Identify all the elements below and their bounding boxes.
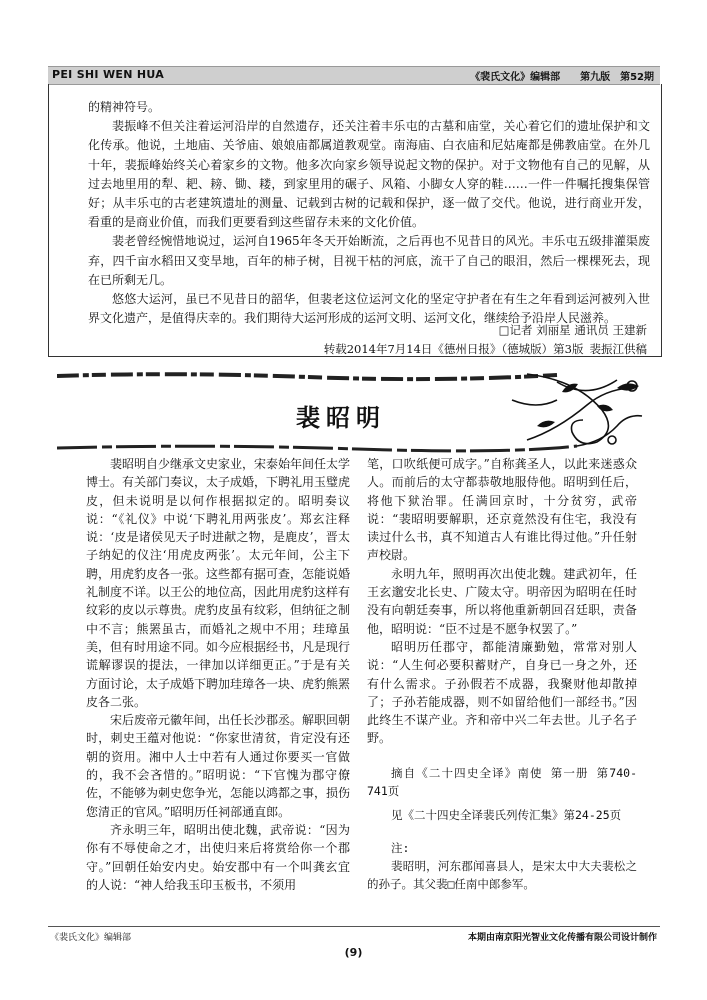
paragraph: 裴昭明自少继承文史家业，宋泰始年间任太学博士。有关部门奏议，太子成婚，下聘礼用玉璧虎皮，但未说明是以何作根据拟定的。昭明奏议说：“《礼仪》中说‘下聘礼用两张皮’。郑玄注释说：‘皮是诸侯见天子时进献之物，是鹿皮’，晋太子纳妃的仪注‘用虎皮两张’。太元年间，公主下聘，用虎豹皮各一张。这些都有据可查，怎能说婚礼制度不详。以王公的地位高，因此用虎豹这样有纹彩的皮以示尊贵。虎豹皮虽有纹彩，但纳征之制中不言；熊罴虽古，而婚礼之规中不用；珪璋虽美，但有时用途不同。如今应根据经书，凡是现行谎解谬误的提法，一律加以详细更正。”于是有关方面讨论，太子成婚下聘加珪璋各一块、虎豹熊罴皮各二张。 bbox=[86, 457, 351, 709]
header-title: PEI SHI WEN HUA bbox=[52, 68, 165, 81]
article-right-column bbox=[367, 455, 637, 894]
header-issue-info: 《裴氏文化》编辑部 第九版 第52期 bbox=[470, 72, 654, 83]
footer-rule bbox=[48, 926, 660, 927]
source-line: 转载2014年7月14日《德州日报》（德城版）第3版 bbox=[323, 342, 584, 356]
reference-line: 摘自《二十四史全译》南使 第一册 第740-741页 bbox=[367, 765, 637, 799]
provider-line: 裴振江供稿 bbox=[589, 342, 647, 356]
page-header bbox=[48, 66, 660, 85]
paragraph: 昭明历任郡守，都能清廉勤勉，常常对别人说：“人生何必要积蓄财产，自身已一身之外，还有什么需求。子孙假若不成器，我聚财他却散掉了；子孙若能成器，则不如留给他们一部经书。”因此终生不谋产业。齐和帝中兴二年去世。儿子名子野。 bbox=[367, 639, 637, 746]
note-label: 注: bbox=[391, 840, 410, 855]
paragraph: 裴振峰不但关注着运河沿岸的自然遗存，还关注着丰乐屯的古墓和庙堂，关心着它们的遗址保护和文化传承。他说，土地庙、关爷庙、娘娘庙都属道教观堂。南海庙、白衣庙和尼姑庵都是佛教庙堂。在外几十年，裴振峰始终关心着家乡的文物。他多次向家乡领导说起文物的保护。对于文物他有自己的见解，从过去地里用的犁、耙、耪、锄、耧，到家里用的碾子、风箱、小脚女人穿的鞋……一件一件嘱托搜集保管好；从丰乐屯的古老建筑遗址的测量、记载到古树的记载和保护，逐一做了交代。他说，进行商业开发，看重的是商业价值，而我们更要看到这些留存未来的文化价值。 bbox=[88, 119, 650, 230]
top-article-body bbox=[88, 98, 650, 328]
footer-design-credit: 本期由南京阳光智业文化传播有限公司设计制作 bbox=[467, 933, 657, 943]
reference-line: 见《二十四史全译裴氏列传汇集》第24-25页 bbox=[391, 808, 622, 823]
paragraph: 的精神符号。 bbox=[88, 100, 161, 114]
paragraph: 齐永明三年，昭明出使北魏，武帝说：“因为你有不辱使命之才，出使归来后将赏给你一个郡守。”回朝任始安内史。始安郡中有一个叫龚玄宜的人说：“神人给我玉印玉板书，不须用 bbox=[86, 822, 350, 892]
paragraph: 悠悠大运河，虽已不见昔日的韶华，但裴老这位运河文化的坚定守护者在有生之年看到运河被列入世界文化遗产，是值得庆幸的。我们期待大运河形成的运河文明、运河文化，继续给予沿岸人民滋养。 bbox=[88, 292, 650, 326]
source-credit bbox=[324, 341, 647, 357]
note-text: 裴昭明，河东郡闻喜县人，是宋太中大夫裴松之的孙子。其父裴□任南中郎参军。 bbox=[367, 858, 637, 892]
page-number: (9) bbox=[344, 946, 363, 959]
paragraph: 笔，口吹纸便可成字。”自称龚圣人，以此来迷惑众人。而前后的太守都恭敬地服侍他。昭明到任后，将他下狱治罪。任满回京时，十分贫穷，武帝说：“裴昭明要解职，还京竟然没有住宅，我没有读过什么书，真不知道古人有谁比得过他。”升任射声校尉。 bbox=[367, 457, 637, 563]
reporter-credit: □记者 刘丽星 通讯员 王建新 bbox=[498, 323, 647, 337]
article-title: 裴昭明 bbox=[296, 403, 386, 432]
paragraph: 裴老曾经惋惜地说过，运河自1965年冬天开始断流，之后再也不见昔日的风光。丰乐屯五级排灌渠废弃，四千亩水稻田又变旱地，百年的柿子树，目视干枯的河底，流干了自己的眼泪，然后一棵棵死去，现在已所剩无几。 bbox=[88, 234, 650, 287]
paragraph: 宋后废帝元徽年间，出任长沙郡丞。解职回朝时，刺史王蕴对他说：“你家世清贫，肯定没有还朝的资用。湘中人士中若有人通过你要买一官做的，我不会吝惜的。”昭明说：“下官愧为郡守僚佐，不能够为刺史您争光，怎能以鸿都之事，损伤您清正的官风。”昭明历任祠部通直郎。 bbox=[86, 713, 351, 819]
footer-publisher: 《裴氏文化》编辑部 bbox=[50, 933, 132, 943]
article-left-column bbox=[86, 455, 350, 894]
paragraph: 永明九年，照明再次出使北魏。建武初年，任王玄邈安北长史、广陵太守。明帝因为昭明在任时没有向朝廷奏事，所以将他重新朝回召廷职，责备他，昭明说：“臣不过是不愿争权罢了。” bbox=[367, 566, 637, 636]
